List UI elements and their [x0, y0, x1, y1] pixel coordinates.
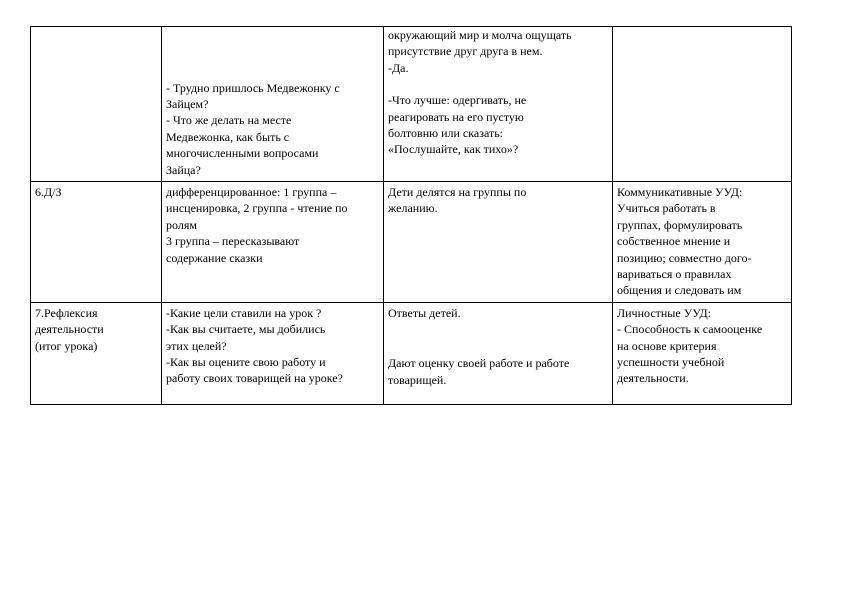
text-line: Учиться работать в [617, 201, 716, 216]
text-line: ролям [166, 217, 197, 232]
text-line: - Что же делать на месте [166, 113, 292, 128]
text-line: Зайца? [166, 162, 201, 177]
text-line: Личностные УУД: [617, 305, 711, 320]
stage-cell [31, 302, 162, 404]
lesson-table [30, 26, 792, 405]
table-row [31, 27, 792, 182]
text-line: дифференцированное: 1 группа – [166, 185, 337, 199]
stage-cell [31, 182, 162, 303]
text-line: многочисленными вопросами [166, 146, 319, 161]
table-row [31, 182, 792, 303]
uud-cell [613, 302, 792, 404]
text-line: этих целей? [166, 338, 227, 353]
text-line: - Способность к самооценке [617, 322, 763, 337]
text-line: 3 группа – пересказывают [166, 234, 300, 249]
spacer [388, 339, 608, 355]
text-line: Ответы детей. [388, 305, 461, 320]
text-line: желанию. [388, 201, 438, 216]
text-line: Дети делятся на группы по [388, 185, 527, 199]
text-line: -Да. [388, 60, 409, 75]
text-line: присутствие друг друга в нем. [388, 44, 543, 59]
teacher-cell [162, 27, 384, 182]
text-line: -Как вы оцените свою работу и [166, 355, 326, 370]
text-line: -Что лучше: одергивать, не [388, 93, 527, 108]
text-line: - Трудно пришлось Медвежонку с [166, 80, 340, 95]
text-line: группах, формулировать [617, 217, 743, 232]
text-line: Дают оценку своей работе и работе [388, 356, 570, 371]
text-line: общения и следовать им [617, 283, 742, 298]
text-line: Зайцем? [166, 96, 209, 111]
students-cell [384, 27, 613, 182]
text-line: вариваться о правилах [617, 267, 732, 282]
uud-cell [613, 182, 792, 303]
text-line: работу своих товарищей на уроке? [166, 371, 343, 386]
text-line: окружающий мир и молча ощущать [388, 28, 572, 42]
text-line: (итог урока) [35, 338, 98, 353]
text-line: деятельности. [617, 371, 689, 386]
text-line: успешности учебной [617, 355, 725, 370]
text-line: Коммуникативные УУД: [617, 185, 743, 199]
text-line: Медвежонка, как быть с [166, 129, 290, 144]
text-line: -Какие цели ставили на урок ? [166, 305, 322, 320]
text-line: деятельности [35, 322, 104, 337]
spacer [388, 321, 608, 339]
text-line: позицию; совместно дого- [617, 250, 752, 265]
students-cell [384, 302, 613, 404]
text-line: болтовню или сказать: [388, 126, 504, 141]
text-line: «Послушайте, как тихо»? [388, 142, 519, 157]
text-line: собственное мнение и [617, 234, 731, 249]
text-line: содержание сказки [166, 250, 263, 265]
teacher-cell [162, 302, 384, 404]
table-row [31, 302, 792, 404]
spacer [388, 76, 608, 92]
text-line: 7.Рефлексия [35, 305, 98, 320]
teacher-cell [162, 182, 384, 303]
uud-cell [613, 27, 792, 182]
text-line: -Как вы считаете, мы добились [166, 322, 326, 337]
text-line: на основе критерия [617, 338, 717, 353]
stage-cell [31, 27, 162, 182]
text-line: инсценировка, 2 группа - чтение по [166, 201, 348, 216]
text-line: реагировать на его пустую [388, 109, 524, 124]
stage-label: 6.Д/З [35, 185, 62, 199]
text-line: товарищей. [388, 372, 447, 387]
students-cell [384, 182, 613, 303]
